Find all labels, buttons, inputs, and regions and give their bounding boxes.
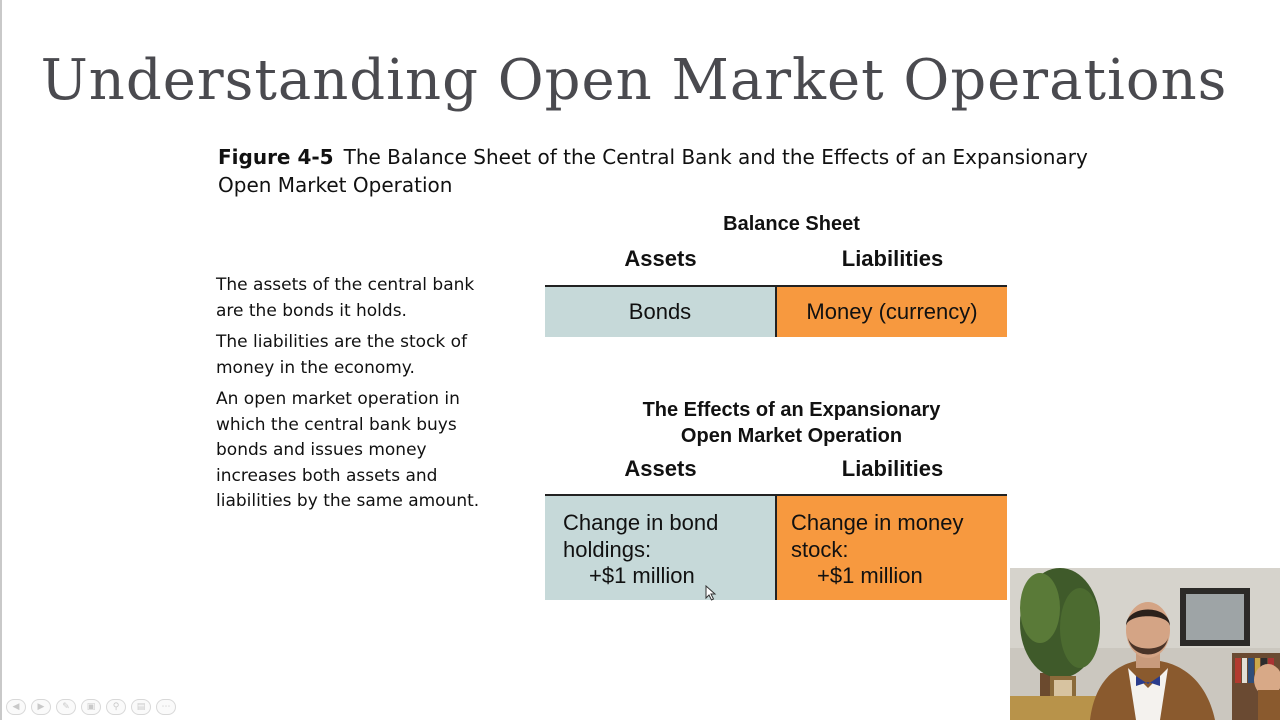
balance-sheet-heading: Balance Sheet (723, 213, 860, 235)
balance-sheet-assets-value: Bonds (628, 299, 692, 324)
pen-icon[interactable]: ✎ (56, 699, 76, 715)
subtitles-icon[interactable]: ▤ (131, 699, 151, 715)
effects-heading-line1: The Effects of an Expansionary (642, 399, 941, 421)
previous-icon[interactable]: ◀ (6, 699, 26, 715)
effects-heading-line2: Open Market Operation (680, 425, 903, 447)
balance-sheet-liabilities-header: Liabilities (841, 246, 944, 271)
slide-title: Understanding Open Market Operations (40, 48, 1228, 113)
effects-liabilities-header: Liabilities (841, 456, 944, 481)
effects-asset-value: +$1 million (589, 563, 695, 588)
zoom-icon[interactable]: ⚲ (106, 699, 126, 715)
balance-sheet-assets-header: Assets (624, 246, 697, 271)
explanation-text (216, 273, 496, 521)
explanation-liabilities: The liabilities are the stock of money in the economy. (216, 332, 468, 378)
mouse-pointer-icon (705, 585, 717, 601)
effects-liability-line1: Change in money (791, 510, 964, 535)
more-icon[interactable]: ⋯ (156, 699, 176, 715)
balance-sheet-liabilities-value: Money (currency) (806, 299, 978, 324)
figure-number: Figure 4-5 (218, 145, 334, 169)
figure-caption (218, 143, 1098, 199)
figure-caption-text: The Balance Sheet of the Central Bank and the Effects of an Expansionary Open Market Operation (218, 145, 1088, 197)
effects-heading (545, 397, 1038, 449)
presentation-toolbar (6, 699, 176, 715)
webcam-video (1010, 568, 1280, 720)
explanation-omo: An open market operation in which the central bank buys bonds and issues money increases both assets and liabilities by the same amount. (216, 389, 480, 511)
effects-asset-line1: Change in bond (563, 510, 719, 535)
balance-sheet-liabilities-cell (777, 287, 1007, 337)
effects-liability-value: +$1 million (817, 563, 923, 588)
explanation-assets: The assets of the central bank are the bonds it holds. (216, 275, 475, 321)
effects-assets-header: Assets (624, 456, 697, 481)
slides-icon[interactable]: ▣ (81, 699, 101, 715)
next-icon[interactable]: ▶ (31, 699, 51, 715)
effects-assets-cell (545, 496, 775, 600)
effects-liabilities-cell (777, 496, 1007, 600)
balance-sheet-assets-cell (545, 287, 775, 337)
effects-asset-line2: holdings: (563, 536, 652, 562)
effects-liability-line2: stock: (791, 536, 849, 562)
presenter-video-frame (1010, 568, 1280, 720)
